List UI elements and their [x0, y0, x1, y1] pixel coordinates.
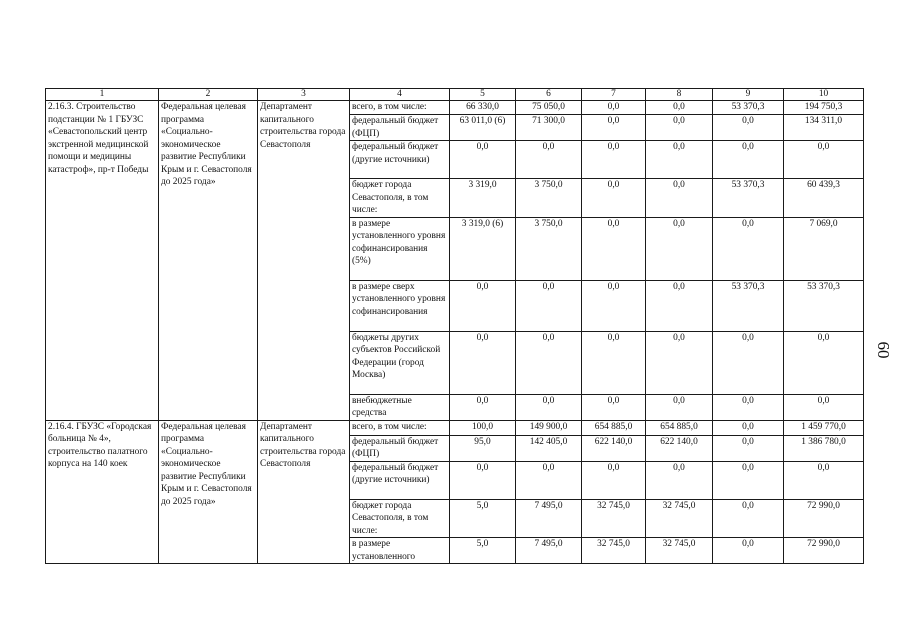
value-cell: 5,0 [450, 538, 516, 564]
value-cell: 0,0 [516, 331, 582, 394]
value-cell: 0,0 [713, 217, 784, 280]
value-cell: 53 370,3 [713, 179, 784, 218]
funding-source-label: федеральный бюджет (ФЦП) [350, 435, 450, 461]
value-cell: 95,0 [450, 435, 516, 461]
value-cell: 0,0 [713, 394, 784, 420]
project-name: 2.16.4. ГБУЗС «Городская больница № 4», строительство палатного корпуса на 140 коек [46, 420, 159, 564]
value-cell: 0,0 [450, 141, 516, 179]
header-cell: 7 [582, 89, 646, 101]
value-cell: 0,0 [713, 115, 784, 141]
table-row [46, 420, 864, 435]
budget-table [45, 88, 864, 564]
value-cell: 0,0 [516, 461, 582, 499]
value-cell: 0,0 [582, 115, 646, 141]
value-cell: 654 885,0 [582, 420, 646, 435]
value-cell: 0,0 [713, 538, 784, 564]
funding-source-label: федеральный бюджет (другие источники) [350, 461, 450, 499]
total-cell: 7 069,0 [784, 217, 864, 280]
total-cell: 0,0 [784, 141, 864, 179]
value-cell: 7 495,0 [516, 499, 582, 538]
value-cell: 3 319,0 (6) [450, 217, 516, 280]
value-cell: 0,0 [582, 394, 646, 420]
total-cell: 0,0 [784, 331, 864, 394]
value-cell: 0,0 [713, 331, 784, 394]
value-cell: 0,0 [516, 280, 582, 331]
value-cell: 0,0 [646, 461, 713, 499]
value-cell: 0,0 [713, 499, 784, 538]
header-cell: 4 [350, 89, 450, 101]
header-cell: 8 [646, 89, 713, 101]
program-name: Федеральная целевая программа «Социально-экономическое развитие Республики Крым и г. Севастополя до 2025 года» [159, 101, 258, 421]
budget-table-area [45, 88, 863, 564]
header-row [46, 89, 864, 101]
total-cell: 60 439,3 [784, 179, 864, 218]
executor-name: Департамент капитального строительства города Севастополя [258, 420, 350, 564]
value-cell: 0,0 [450, 280, 516, 331]
value-cell: 3 319,0 [450, 179, 516, 218]
value-cell: 5,0 [450, 499, 516, 538]
funding-source-label: всего, в том числе: [350, 420, 450, 435]
funding-source-label: бюджеты других субъектов Российской Федерации (город Москва) [350, 331, 450, 394]
value-cell: 32 745,0 [646, 499, 713, 538]
value-cell: 142 405,0 [516, 435, 582, 461]
value-cell: 0,0 [582, 331, 646, 394]
value-cell: 622 140,0 [646, 435, 713, 461]
value-cell: 149 900,0 [516, 420, 582, 435]
value-cell: 0,0 [646, 115, 713, 141]
value-cell: 0,0 [646, 179, 713, 218]
total-cell: 194 750,3 [784, 101, 864, 115]
project-name: 2.16.3. Строительство подстанции № 1 ГБУЗС «Севастопольский центр экстренной медицинской помощи и медицины катастроф», пр-т Победы [46, 101, 159, 421]
total-cell: 1 386 780,0 [784, 435, 864, 461]
funding-source-label: федеральный бюджет (ФЦП) [350, 115, 450, 141]
total-cell: 134 311,0 [784, 115, 864, 141]
value-cell: 0,0 [582, 280, 646, 331]
value-cell: 0,0 [450, 331, 516, 394]
value-cell: 654 885,0 [646, 420, 713, 435]
total-cell: 0,0 [784, 461, 864, 499]
value-cell: 53 370,3 [713, 280, 784, 331]
value-cell: 0,0 [582, 461, 646, 499]
total-cell: 0,0 [784, 394, 864, 420]
header-cell: 1 [46, 89, 159, 101]
total-cell: 1 459 770,0 [784, 420, 864, 435]
value-cell: 0,0 [582, 179, 646, 218]
total-cell: 72 990,0 [784, 538, 864, 564]
value-cell: 0,0 [582, 141, 646, 179]
funding-source-label: внебюджетные средства [350, 394, 450, 420]
page-number: 60 [874, 341, 893, 359]
funding-source-label: всего, в том числе: [350, 101, 450, 115]
value-cell: 0,0 [646, 331, 713, 394]
funding-source-label: бюджет города Севастополя, в том числе: [350, 179, 450, 218]
header-cell: 9 [713, 89, 784, 101]
funding-source-label: бюджет города Севастополя, в том числе: [350, 499, 450, 538]
total-cell: 72 990,0 [784, 499, 864, 538]
value-cell: 32 745,0 [646, 538, 713, 564]
value-cell: 32 745,0 [582, 538, 646, 564]
value-cell: 0,0 [713, 141, 784, 179]
value-cell: 63 011,0 (6) [450, 115, 516, 141]
value-cell: 0,0 [450, 394, 516, 420]
header-cell: 6 [516, 89, 582, 101]
value-cell: 0,0 [582, 101, 646, 115]
value-cell: 0,0 [516, 141, 582, 179]
value-cell: 0,0 [713, 461, 784, 499]
value-cell: 71 300,0 [516, 115, 582, 141]
value-cell: 0,0 [646, 141, 713, 179]
value-cell: 0,0 [713, 420, 784, 435]
header-cell: 10 [784, 89, 864, 101]
value-cell: 32 745,0 [582, 499, 646, 538]
header-cell: 5 [450, 89, 516, 101]
total-cell: 53 370,3 [784, 280, 864, 331]
program-name: Федеральная целевая программа «Социально-экономическое развитие Республики Крым и г. Севастополя до 2025 года» [159, 420, 258, 564]
header-cell: 2 [159, 89, 258, 101]
value-cell: 3 750,0 [516, 179, 582, 218]
value-cell: 75 050,0 [516, 101, 582, 115]
funding-source-label: федеральный бюджет (другие источники) [350, 141, 450, 179]
value-cell: 53 370,3 [713, 101, 784, 115]
value-cell: 0,0 [516, 394, 582, 420]
value-cell: 622 140,0 [582, 435, 646, 461]
funding-source-label: в размере установленного [350, 538, 450, 564]
funding-source-label: в размере установленного уровня софинансирования (5%) [350, 217, 450, 280]
table-row [46, 101, 864, 115]
value-cell: 0,0 [582, 217, 646, 280]
value-cell: 3 750,0 [516, 217, 582, 280]
value-cell: 100,0 [450, 420, 516, 435]
value-cell: 0,0 [646, 280, 713, 331]
header-cell: 3 [258, 89, 350, 101]
funding-source-label: в размере сверх установленного уровня софинансирования [350, 280, 450, 331]
value-cell: 0,0 [450, 461, 516, 499]
value-cell: 0,0 [713, 435, 784, 461]
value-cell: 0,0 [646, 217, 713, 280]
executor-name: Департамент капитального строительства города Севастополя [258, 101, 350, 421]
value-cell: 0,0 [646, 394, 713, 420]
value-cell: 66 330,0 [450, 101, 516, 115]
value-cell: 0,0 [646, 101, 713, 115]
value-cell: 7 495,0 [516, 538, 582, 564]
